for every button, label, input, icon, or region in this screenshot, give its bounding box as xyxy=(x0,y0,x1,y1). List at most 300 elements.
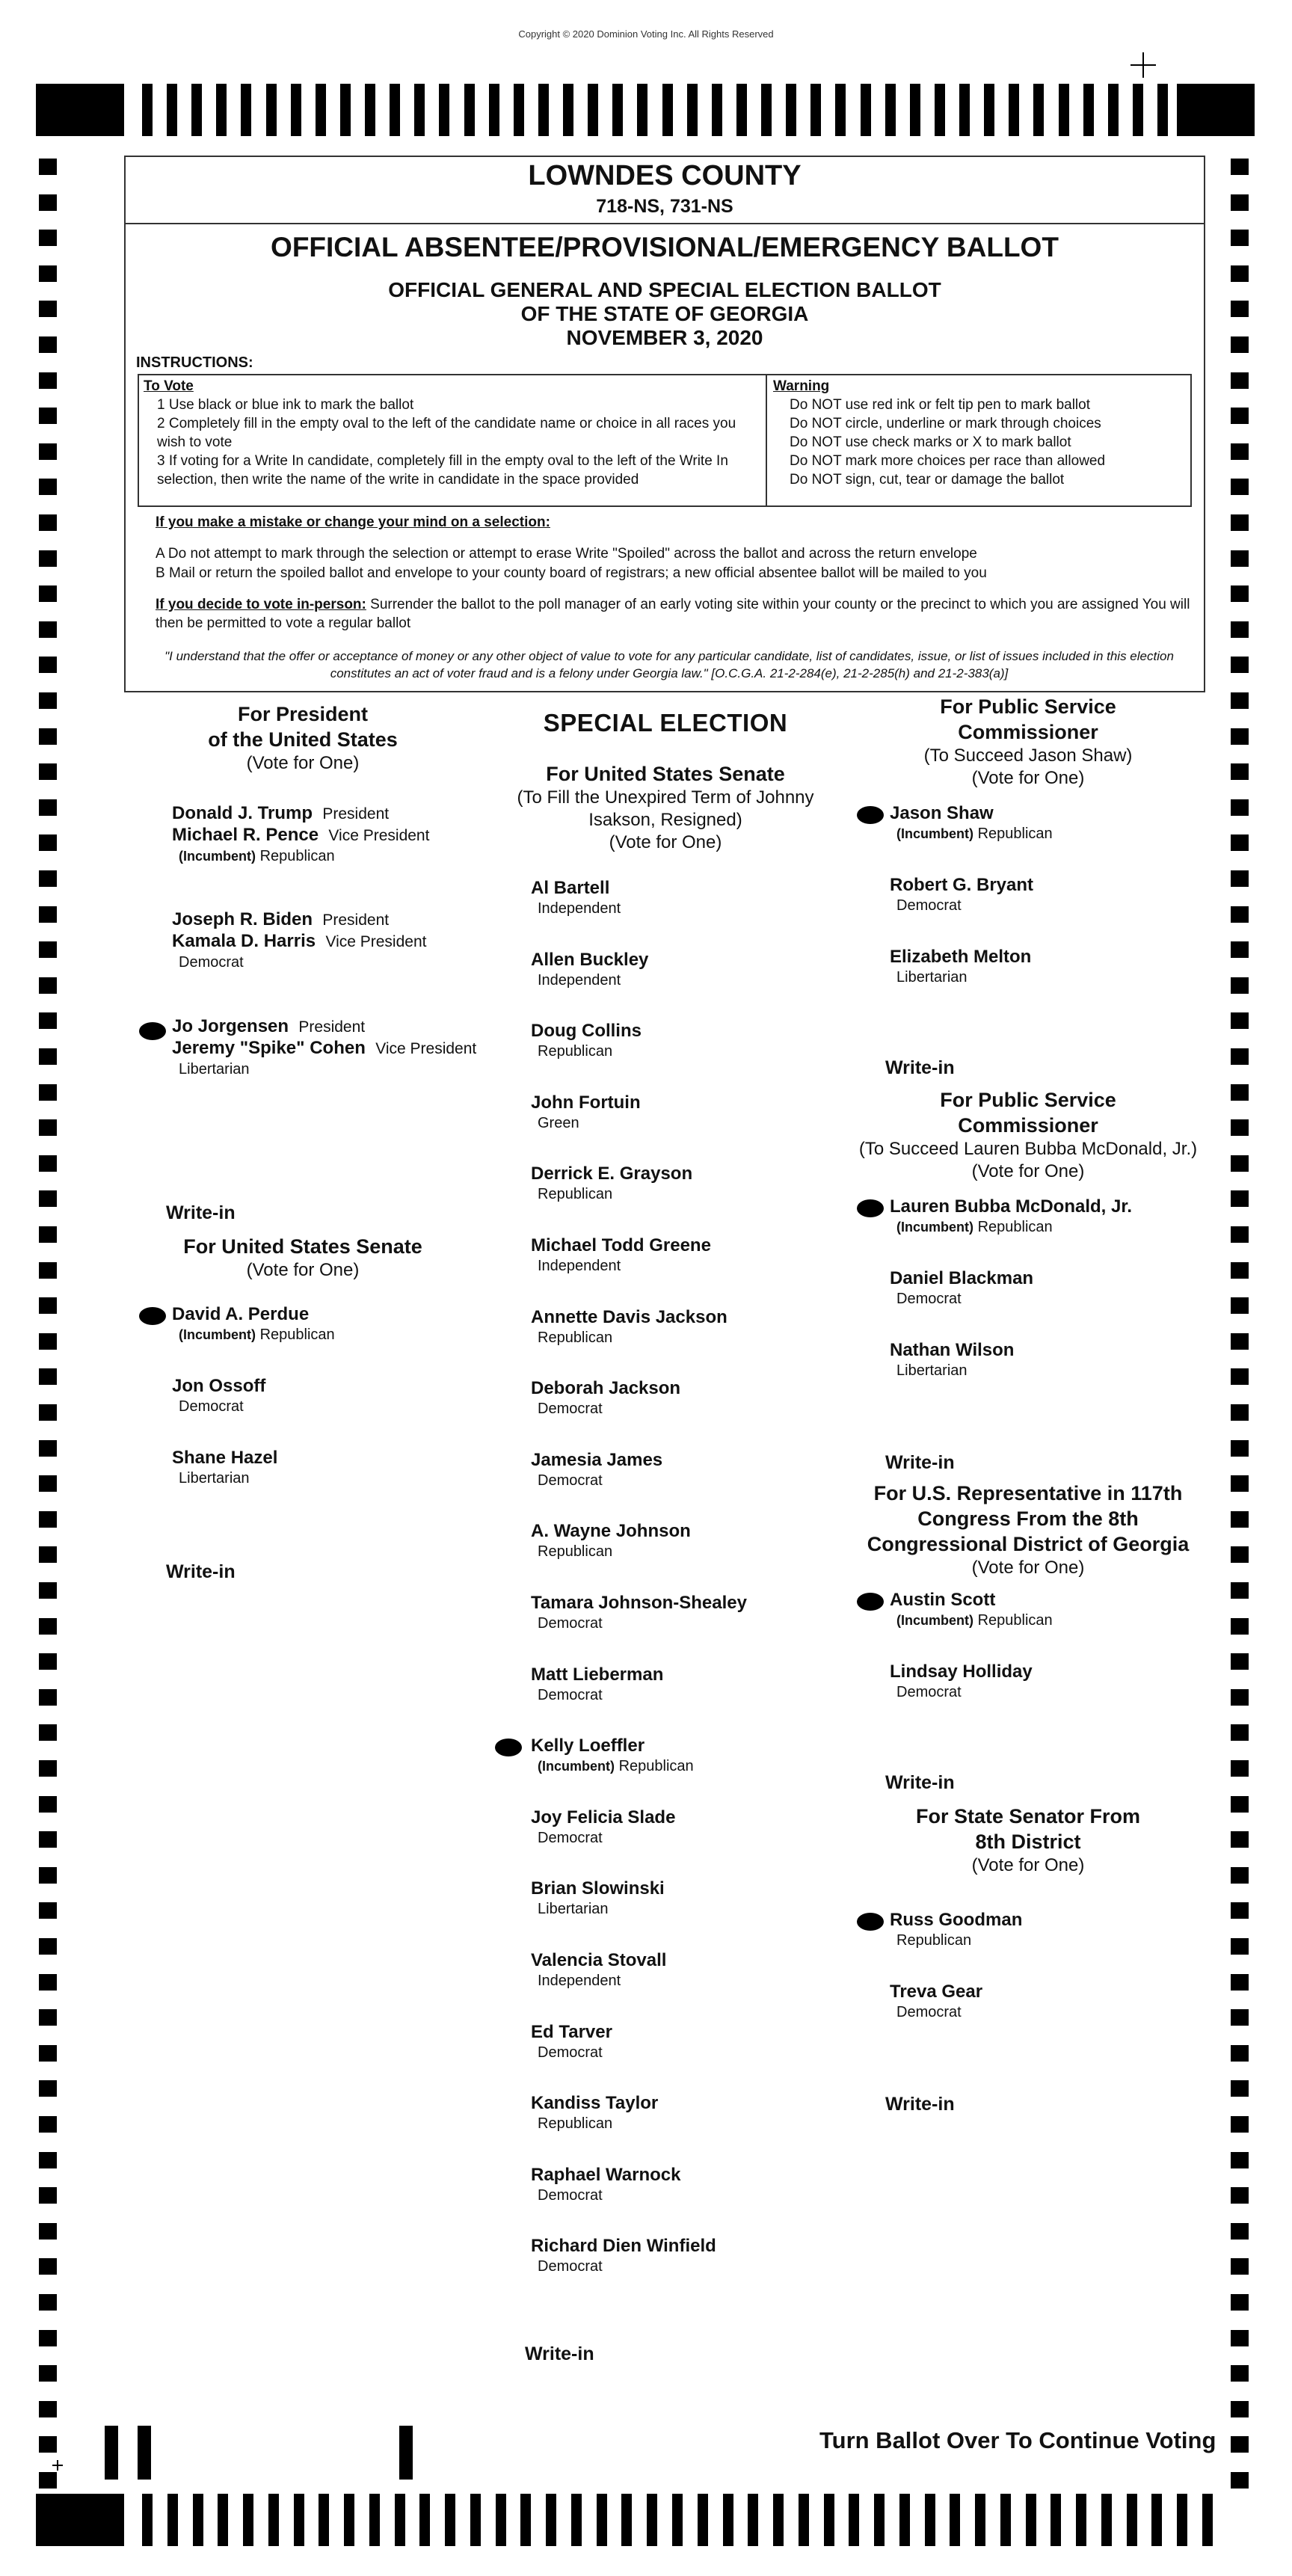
candidate-melton xyxy=(890,947,1031,987)
candidate-party xyxy=(531,1828,675,1848)
race-title: For Public Service xyxy=(940,695,1116,718)
incumbent-label: (Incumbent) xyxy=(896,1613,973,1628)
candidate-name: Joseph R. Biden xyxy=(172,909,313,929)
party-label: Democrat xyxy=(538,1686,603,1703)
side-timing-mark xyxy=(1231,2365,1249,2382)
party-label: Republican xyxy=(977,826,1053,842)
side-timing-mark xyxy=(1231,2116,1249,2133)
party-label: Green xyxy=(538,1114,579,1131)
ballot-oval[interactable] xyxy=(857,1457,885,1476)
party-label: Libertarian xyxy=(896,1362,968,1379)
mistake-step-a: A Do not attempt to mark through the selection or attempt to erase Write "Spoiled" across the ballot and across the return envelope xyxy=(156,546,977,562)
side-timing-mark xyxy=(39,1190,57,1207)
ballot-oval[interactable] xyxy=(857,878,885,897)
side-timing-mark xyxy=(39,1724,57,1741)
timing-mark xyxy=(340,84,351,136)
timing-mark xyxy=(1157,84,1168,136)
side-timing-mark xyxy=(1231,870,1249,887)
ballot-oval[interactable] xyxy=(495,1024,523,1043)
side-timing-mark xyxy=(1231,2080,1249,2097)
candidate-shaw xyxy=(890,803,1053,843)
side-timing-mark xyxy=(1231,301,1249,317)
timing-mark xyxy=(414,84,425,136)
side-timing-mark xyxy=(1231,265,1249,282)
ballot-oval[interactable] xyxy=(857,1271,885,1291)
side-timing-mark xyxy=(39,1475,57,1492)
race-note: (To Succeed Lauren Bubba McDonald, Jr.) xyxy=(858,1139,1198,1159)
side-timing-mark xyxy=(39,1333,57,1350)
side-timing-mark xyxy=(39,2258,57,2275)
timing-mark xyxy=(399,2426,413,2480)
timing-mark xyxy=(520,2494,531,2546)
side-timing-mark xyxy=(1231,194,1249,211)
party-label: Republican xyxy=(896,1932,972,1949)
party-label: Democrat xyxy=(896,897,962,914)
ballot-oval[interactable] xyxy=(857,1062,885,1081)
candidate-name: Robert G. Bryant xyxy=(890,875,1034,895)
ballot-oval-marked[interactable] xyxy=(139,1022,166,1040)
side-timing-mark xyxy=(1231,763,1249,780)
side-timing-mark xyxy=(1231,1653,1249,1670)
candidate-name: Raphael Warnock xyxy=(531,2164,681,2185)
ballot-oval-marked[interactable] xyxy=(495,1739,522,1756)
side-timing-mark xyxy=(1231,1689,1249,1706)
timing-block xyxy=(36,84,124,136)
side-timing-mark xyxy=(1231,159,1249,175)
candidate-entry xyxy=(531,2236,716,2276)
timing-mark xyxy=(142,84,153,136)
candidate-entry xyxy=(531,1307,727,1347)
timing-mark xyxy=(193,2494,203,2546)
side-timing-mark xyxy=(1231,1475,1249,1492)
ballot-oval[interactable] xyxy=(139,1564,167,1584)
candidate-name: Annette Davis Jackson xyxy=(531,1306,727,1327)
ballot-oval[interactable] xyxy=(139,1451,167,1470)
side-timing-mark xyxy=(39,159,57,175)
side-timing-mark xyxy=(39,1653,57,1670)
candidate-name: A. Wayne Johnson xyxy=(531,1521,691,1542)
instruction-step: 1 Use black or blue ink to mark the ballot xyxy=(157,397,414,413)
side-timing-mark xyxy=(39,2116,57,2133)
ballot-oval[interactable] xyxy=(139,911,167,930)
ballot-oval[interactable] xyxy=(495,1667,523,1687)
timing-mark xyxy=(662,84,673,136)
ballot-oval[interactable] xyxy=(495,1953,523,1973)
side-timing-mark xyxy=(1231,799,1249,816)
side-timing-mark xyxy=(1231,336,1249,353)
candidate-name: Nathan Wilson xyxy=(890,1340,1015,1360)
side-timing-mark xyxy=(39,2045,57,2062)
candidate-name: Matt Lieberman xyxy=(531,1664,664,1685)
party-label: Libertarian xyxy=(179,1470,250,1487)
timing-mark xyxy=(1076,2494,1086,2546)
candidate-party xyxy=(531,1042,642,1061)
timing-mark xyxy=(925,2494,935,2546)
party-label: Democrat xyxy=(538,2044,603,2061)
side-timing-mark xyxy=(1231,1333,1249,1350)
ballot-oval[interactable] xyxy=(495,953,523,972)
ballot-oval[interactable] xyxy=(495,1524,523,1543)
side-timing-mark xyxy=(1231,1190,1249,1207)
timing-mark xyxy=(439,84,449,136)
candidate-entry xyxy=(531,1521,691,1561)
timing-mark xyxy=(849,2494,859,2546)
ballot-oval[interactable] xyxy=(495,2168,523,2187)
side-timing-mark xyxy=(39,2294,57,2311)
side-timing-mark xyxy=(39,550,57,567)
ballot-oval[interactable] xyxy=(495,1166,523,1186)
candidate-entry xyxy=(531,1378,680,1418)
warning-item: Do NOT sign, cut, tear or damage the ballot xyxy=(790,472,1065,488)
timing-mark xyxy=(291,84,301,136)
side-timing-mark xyxy=(39,1796,57,1813)
timing-mark xyxy=(748,2494,758,2546)
side-timing-mark xyxy=(1231,2436,1249,2453)
candidate-name: Jamesia James xyxy=(531,1449,663,1470)
party-label: Democrat xyxy=(538,1472,603,1489)
side-timing-mark xyxy=(39,372,57,389)
candidate-name: Allen Buckley xyxy=(531,949,649,970)
timing-mark xyxy=(612,84,623,136)
candidate-party xyxy=(531,971,648,990)
write-in-label: Write-in xyxy=(885,1057,955,1078)
side-timing-mark xyxy=(39,1831,57,1848)
timing-mark xyxy=(975,2494,985,2546)
candidate-bryant xyxy=(890,875,1033,915)
side-timing-mark xyxy=(39,479,57,495)
turn-over-note: Turn Ballot Over To Continue Voting xyxy=(819,2427,1216,2453)
timing-mark xyxy=(390,84,400,136)
side-timing-mark xyxy=(39,1155,57,1172)
timing-mark xyxy=(885,84,896,136)
instruction-step: 2 Completely fill in the empty oval to the left of the candidate name or choice in all races you wish to vote xyxy=(157,416,736,450)
side-timing-mark xyxy=(1231,2187,1249,2204)
instructions-heading: INSTRUCTIONS: xyxy=(136,354,253,371)
party-label: Democrat xyxy=(896,2004,962,2020)
side-timing-mark xyxy=(1231,2401,1249,2417)
party-label: Libertarian xyxy=(896,969,968,986)
side-timing-mark xyxy=(1231,372,1249,389)
candidate-name: Shane Hazel xyxy=(172,1448,278,1468)
race-title: For United States Senate xyxy=(546,763,785,785)
side-timing-mark xyxy=(1231,443,1249,460)
side-timing-mark xyxy=(1231,1368,1249,1385)
vote-for-note: (Vote for One) xyxy=(246,1260,360,1280)
party-label: Independent xyxy=(538,1973,621,1989)
party-label: Independent xyxy=(538,1258,621,1274)
timing-mark xyxy=(736,84,747,136)
ballot-oval[interactable] xyxy=(857,1343,885,1362)
side-timing-mark xyxy=(39,1262,57,1279)
timing-mark xyxy=(950,2494,960,2546)
candidate-party xyxy=(531,2257,716,2276)
side-timing-mark xyxy=(39,1440,57,1457)
candidate-name: David A. Perdue xyxy=(172,1304,310,1324)
race-title: For United States Senate xyxy=(183,1235,422,1258)
candidate-entry xyxy=(531,1807,675,1848)
party-label: Democrat xyxy=(538,2186,603,2204)
ballot-oval[interactable] xyxy=(495,1238,523,1258)
candidate-hazel xyxy=(172,1448,277,1488)
candidate-entry xyxy=(531,2093,658,2133)
side-timing-mark xyxy=(39,194,57,211)
write-in-label: Write-in xyxy=(166,1561,236,1582)
party-label: Libertarian xyxy=(538,1901,609,1918)
side-timing-mark xyxy=(1231,479,1249,495)
timing-mark xyxy=(294,2494,304,2546)
side-timing-mark xyxy=(1231,1297,1249,1314)
side-timing-mark xyxy=(1231,1902,1249,1919)
side-timing-mark xyxy=(39,941,57,958)
race-psc-shaw-header xyxy=(852,694,1204,790)
timing-mark xyxy=(369,2494,380,2546)
side-timing-mark xyxy=(39,336,57,353)
party-label: Libertarian xyxy=(179,1061,250,1078)
party-label: Independent xyxy=(538,900,621,917)
write-in-label: Write-in xyxy=(885,1452,955,1473)
side-timing-mark xyxy=(1231,1262,1249,1279)
race-title: For State Senator From xyxy=(915,1805,1141,1828)
candidate-entry xyxy=(531,1235,711,1276)
office-title: President xyxy=(322,912,390,929)
timing-mark xyxy=(571,2494,582,2546)
side-timing-mark xyxy=(1231,514,1249,531)
race-title: For President xyxy=(237,703,369,725)
ballot-oval[interactable] xyxy=(495,2025,523,2044)
side-timing-mark xyxy=(1231,692,1249,709)
timing-mark xyxy=(899,2494,910,2546)
timing-mark xyxy=(874,2494,885,2546)
candidate-party xyxy=(531,1256,711,1276)
inperson-heading: If you decide to vote in-person: xyxy=(156,597,366,612)
side-timing-mark xyxy=(39,2472,57,2489)
candidate-party xyxy=(531,2043,612,2062)
timing-mark xyxy=(419,2494,430,2546)
race-title: Commissioner xyxy=(958,721,1098,743)
party-label: Democrat xyxy=(538,1401,603,1418)
candidate-name: Tamara Johnson-Shealey xyxy=(531,1593,747,1613)
race-president-header xyxy=(142,701,464,775)
side-timing-mark xyxy=(1231,230,1249,246)
vote-for-note: (Vote for One) xyxy=(971,1558,1085,1578)
timing-mark xyxy=(637,84,647,136)
ballot-oval[interactable] xyxy=(495,1310,523,1330)
side-timing-mark xyxy=(39,2330,57,2346)
candidate-name: Ed Tarver xyxy=(531,2021,612,2042)
ballot-oval-marked[interactable] xyxy=(857,1593,884,1611)
candidate-party xyxy=(531,1399,680,1418)
timing-mark xyxy=(266,84,277,136)
side-timing-mark xyxy=(39,1368,57,1385)
race-note: (To Fill the Unexpired Term of Johnny xyxy=(517,787,814,808)
timing-block xyxy=(36,2494,124,2546)
race-state-senate-header xyxy=(852,1804,1204,1877)
side-timing-mark xyxy=(39,514,57,531)
candidate-party xyxy=(531,1756,694,1776)
ballot-type: OFFICIAL ABSENTEE/PROVISIONAL/EMERGENCY BALLOT xyxy=(271,232,1059,262)
side-timing-mark xyxy=(1231,834,1249,851)
side-timing-mark xyxy=(39,1119,57,1136)
party-label: Republican xyxy=(538,1543,613,1561)
timing-mark xyxy=(712,84,722,136)
ballot-oval[interactable] xyxy=(139,1379,167,1398)
voter-fraud-statement: "I understand that the offer or acceptance of money or any other object of value to vote for any particular candidate, list of candidates, issue, or list of issues included in this election constitutes an act of voter fraud and is a felony under Georgia law." [O.C.G.A. 21-2-284(e), 21-2-285(h) and 21-2-383(a)] xyxy=(164,649,1174,680)
timing-mark xyxy=(445,2494,455,2546)
side-timing-mark xyxy=(1231,1582,1249,1599)
candidate-name: Daniel Blackman xyxy=(890,1268,1034,1288)
write-in-label: Write-in xyxy=(166,1202,236,1223)
timing-mark xyxy=(241,84,251,136)
side-timing-mark xyxy=(39,1048,57,1065)
ballot-oval[interactable] xyxy=(495,2096,523,2115)
timing-mark xyxy=(910,84,920,136)
side-timing-mark xyxy=(39,1297,57,1314)
ballot-oval[interactable] xyxy=(857,1985,885,2004)
timing-mark xyxy=(672,2494,683,2546)
candidate-name: Kelly Loeffler xyxy=(531,1736,645,1756)
ballot-oval[interactable] xyxy=(139,1205,167,1225)
party-label: Republican xyxy=(259,848,335,864)
divider xyxy=(126,223,1204,224)
candidate-name: Kamala D. Harris xyxy=(172,931,316,951)
side-timing-mark xyxy=(1231,1226,1249,1243)
side-timing-mark xyxy=(1231,657,1249,673)
side-timing-mark xyxy=(1231,1618,1249,1635)
timing-mark xyxy=(167,84,177,136)
ballot-oval[interactable] xyxy=(495,1453,523,1472)
office-title: Vice President xyxy=(375,1040,477,1057)
timing-mark xyxy=(563,84,573,136)
inperson-note xyxy=(156,595,1195,633)
timing-mark xyxy=(1101,2494,1112,2546)
warning-item: Do NOT mark more choices per race than allowed xyxy=(790,453,1106,469)
candidate-biden-harris xyxy=(172,909,426,972)
side-timing-mark xyxy=(1231,2472,1249,2489)
candidate-party xyxy=(531,899,621,918)
race-title: Commissioner xyxy=(958,1114,1098,1137)
side-timing-mark xyxy=(39,1938,57,1955)
side-timing-mark xyxy=(1231,2330,1249,2346)
timing-mark xyxy=(496,2494,506,2546)
candidate-name: Michael R. Pence xyxy=(172,825,319,845)
timing-mark xyxy=(216,84,227,136)
timing-block xyxy=(1177,84,1255,136)
incumbent-label: (Incumbent) xyxy=(896,826,973,841)
ballot-oval[interactable] xyxy=(495,1381,523,1401)
ballot-oval[interactable] xyxy=(495,1810,523,1830)
timing-mark xyxy=(799,2494,809,2546)
side-timing-mark xyxy=(1231,2009,1249,2026)
party-label: Democrat xyxy=(896,1291,962,1307)
side-timing-mark xyxy=(1231,1938,1249,1955)
side-timing-mark xyxy=(39,763,57,780)
office-title: President xyxy=(298,1018,366,1036)
timing-mark xyxy=(588,84,598,136)
ballot-oval[interactable] xyxy=(495,1596,523,1615)
side-timing-mark xyxy=(1231,1155,1249,1172)
bottom-timing-marks xyxy=(36,2494,1255,2546)
timing-mark xyxy=(773,2494,784,2546)
ballot-oval[interactable] xyxy=(495,1881,523,1901)
candidate-name: Austin Scott xyxy=(890,1590,996,1610)
timing-mark xyxy=(365,84,375,136)
timing-mark xyxy=(319,2494,329,2546)
side-timing-mark xyxy=(1231,1796,1249,1813)
ballot-oval[interactable] xyxy=(857,2098,885,2118)
side-timing-mark xyxy=(39,2080,57,2097)
ballot-oval[interactable] xyxy=(139,805,167,824)
candidate-name: Elizabeth Melton xyxy=(890,947,1032,967)
timing-mark xyxy=(647,2494,657,2546)
ballot-oval-marked[interactable] xyxy=(857,1199,884,1217)
warning-list xyxy=(773,377,1184,489)
divider xyxy=(766,374,767,507)
side-timing-mark xyxy=(39,585,57,602)
side-timing-mark xyxy=(39,728,57,745)
warning-item: Do NOT use red ink or felt tip pen to mark ballot xyxy=(790,397,1090,413)
side-timing-mark xyxy=(39,408,57,424)
side-timing-mark xyxy=(39,1084,57,1101)
candidate-name: Jon Ossoff xyxy=(172,1376,266,1396)
candidate-name: Derrick E. Grayson xyxy=(531,1163,693,1184)
office-title: Vice President xyxy=(325,933,427,950)
ballot-oval[interactable] xyxy=(495,2239,523,2258)
ballot-oval-marked[interactable] xyxy=(857,1913,884,1931)
ballot-oval[interactable] xyxy=(495,881,523,900)
race-title: Congress From the 8th xyxy=(917,1507,1139,1530)
timing-mark xyxy=(824,2494,834,2546)
side-timing-mark xyxy=(39,2436,57,2453)
ballot-oval[interactable] xyxy=(495,1095,523,1115)
party-label: Democrat xyxy=(179,1398,244,1415)
party-label: Republican xyxy=(259,1327,335,1343)
party-label: Democrat xyxy=(538,1615,603,1632)
party-label: Democrat xyxy=(179,954,244,971)
side-timing-mark xyxy=(39,301,57,317)
candidate-entry xyxy=(531,1664,663,1705)
candidate-entry xyxy=(531,1736,694,1776)
ballot-oval[interactable] xyxy=(857,1777,885,1796)
timing-mark xyxy=(810,84,821,136)
ballot-oval-marked[interactable] xyxy=(857,806,884,824)
timing-mark xyxy=(1000,2494,1011,2546)
side-timing-mark xyxy=(1231,1404,1249,1421)
candidate-name: Donald J. Trump xyxy=(172,803,313,823)
ballot-oval[interactable] xyxy=(857,1664,885,1684)
side-timing-mark xyxy=(39,2152,57,2168)
candidate-party xyxy=(531,1184,692,1204)
ballot-oval[interactable] xyxy=(857,950,885,969)
timing-mark xyxy=(191,84,202,136)
side-timing-mark xyxy=(39,1012,57,1029)
side-timing-mark xyxy=(1231,1012,1249,1029)
timing-mark xyxy=(835,84,846,136)
to-vote-heading: To Vote xyxy=(144,378,194,394)
candidate-entry xyxy=(531,2022,612,2062)
office-title: Vice President xyxy=(328,827,430,844)
ballot-oval[interactable] xyxy=(495,2348,523,2367)
ballot-oval-marked[interactable] xyxy=(139,1307,166,1325)
timing-mark xyxy=(538,84,549,136)
candidate-name: John Fortuin xyxy=(531,1092,641,1113)
precinct-codes: 718-NS, 731-NS xyxy=(596,196,733,217)
timing-mark xyxy=(395,2494,405,2546)
candidate-party xyxy=(531,1542,691,1561)
timing-mark xyxy=(1083,84,1094,136)
candidate-name: Joy Felicia Slade xyxy=(531,1807,676,1828)
party-label: Democrat xyxy=(538,2258,603,2275)
candidate-party xyxy=(531,2186,681,2205)
